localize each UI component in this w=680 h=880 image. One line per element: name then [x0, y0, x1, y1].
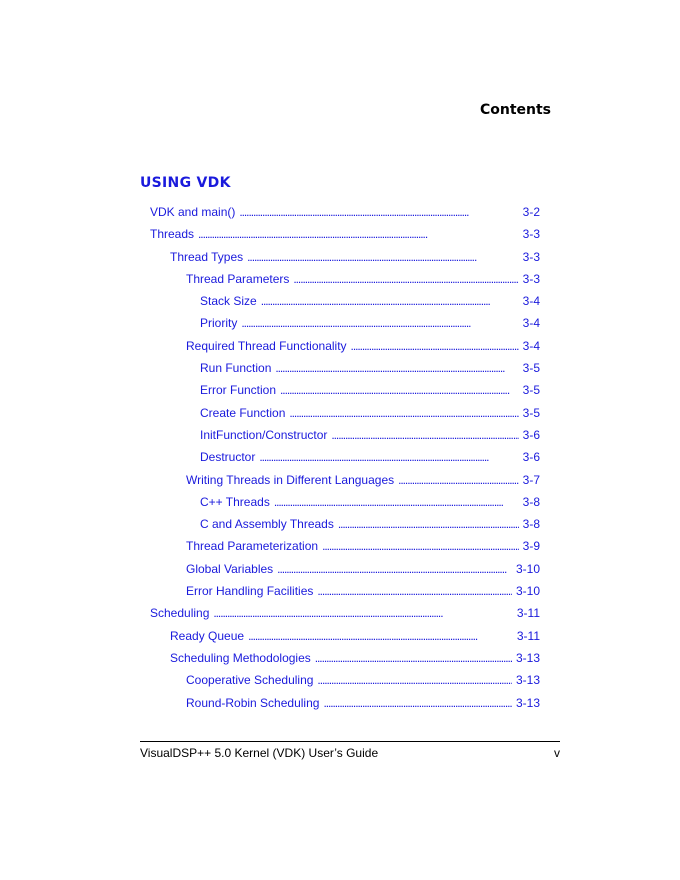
toc-entry-title: Create Function [200, 405, 286, 420]
toc-dot-leader [213, 602, 512, 624]
toc-entry[interactable] [0, 446, 680, 468]
toc-entry[interactable] [0, 335, 680, 357]
toc-entry-title: InitFunction/Constructor [200, 427, 328, 442]
toc-entry[interactable] [0, 513, 680, 535]
toc-dot-leader [247, 246, 519, 268]
toc-entry[interactable] [0, 268, 680, 290]
toc-dot-leader [323, 692, 512, 714]
toc-entry-title: Threads [150, 227, 195, 242]
toc-entry-page: 3-13 [515, 673, 540, 688]
toc-entry-title: Error Handling Facilities [186, 584, 314, 599]
toc-entry[interactable] [0, 625, 680, 647]
toc-entry[interactable] [0, 469, 680, 491]
toc-entry[interactable] [0, 535, 680, 557]
toc-entry[interactable] [0, 379, 680, 401]
toc-entry-page: 3-11 [516, 606, 540, 621]
toc-entry-page: 3-10 [515, 584, 540, 599]
toc-entry[interactable] [0, 357, 680, 379]
toc-entry[interactable] [0, 312, 680, 334]
toc-entry-title: Destructor [200, 450, 256, 465]
toc-entry-title: VDK and main() [150, 205, 236, 219]
toc-dot-leader [338, 513, 519, 535]
toc-dot-leader [322, 535, 519, 557]
toc-entry-page: 3-7 [522, 472, 540, 487]
toc-dot-leader [261, 290, 519, 312]
toc-entry-title: Writing Threads in Different Languages [186, 472, 395, 487]
toc-entry-title: Global Variables [186, 561, 274, 576]
footer-page-number: v [554, 746, 560, 760]
toc-entry-page: 3-5 [522, 405, 540, 420]
toc-entry[interactable] [0, 424, 680, 446]
toc-entry[interactable] [0, 201, 680, 223]
toc-entry-page: 3-2 [522, 205, 540, 219]
toc-entry[interactable] [0, 692, 680, 714]
toc-entry-page: 3-4 [522, 294, 540, 309]
toc-entry-page: 3-8 [522, 494, 540, 509]
toc-entry-title: C++ Threads [200, 494, 270, 509]
toc-dot-leader [315, 647, 512, 669]
toc-dot-leader [274, 491, 519, 513]
toc-entry-title: Error Function [200, 383, 277, 398]
toc-entry[interactable] [0, 246, 680, 268]
toc-dot-leader [331, 424, 518, 446]
section-heading: USING VDK [140, 175, 231, 191]
toc-entry-title: Thread Parameterization [186, 539, 319, 554]
toc-entry[interactable] [0, 580, 680, 602]
toc-entry-title: Required Thread Functionality [186, 338, 347, 353]
toc-entry-page: 3-10 [515, 561, 540, 576]
toc-entry-page: 3-13 [515, 650, 540, 665]
toc-entry-page: 3-8 [522, 517, 540, 532]
toc-entry-page: 3-11 [516, 628, 540, 643]
table-of-contents [0, 201, 680, 714]
footer-title: VisualDSP++ 5.0 Kernel (VDK) User’s Guide [140, 746, 379, 760]
toc-entry-title: Ready Queue [170, 628, 245, 643]
toc-dot-leader [289, 402, 518, 424]
toc-entry-page: 3-3 [522, 271, 540, 286]
toc-entry-page: 3-9 [522, 539, 540, 554]
toc-entry-title: Priority [200, 316, 238, 331]
toc-entry-page: 3-6 [522, 450, 540, 465]
toc-dot-leader [248, 625, 513, 647]
toc-dot-leader [277, 558, 512, 580]
toc-entry[interactable] [0, 669, 680, 691]
toc-entry[interactable] [0, 558, 680, 580]
toc-dot-leader [241, 312, 518, 334]
toc-dot-leader [398, 469, 519, 491]
toc-dot-leader [239, 201, 518, 223]
toc-entry-title: Thread Parameters [186, 271, 290, 286]
toc-entry-page: 3-13 [515, 695, 540, 710]
toc-dot-leader [317, 580, 512, 602]
toc-dot-leader [275, 357, 518, 379]
toc-entry[interactable] [0, 402, 680, 424]
toc-entry-title: Stack Size [200, 294, 257, 309]
toc-entry[interactable] [0, 647, 680, 669]
toc-entry[interactable] [0, 223, 680, 245]
toc-dot-leader [198, 223, 519, 245]
toc-entry[interactable] [0, 602, 680, 624]
toc-entry-page: 3-5 [522, 383, 540, 398]
toc-entry-title: Scheduling Methodologies [170, 650, 311, 665]
toc-entry-page: 3-3 [522, 249, 540, 264]
toc-dot-leader [317, 669, 512, 691]
toc-dot-leader [351, 335, 519, 357]
toc-entry-page: 3-5 [522, 361, 540, 376]
toc-entry-page: 3-6 [522, 427, 540, 442]
toc-dot-leader [259, 446, 518, 468]
toc-dot-leader [293, 268, 518, 290]
toc-entry-page: 3-4 [522, 338, 540, 353]
toc-entry-page: 3-4 [522, 316, 540, 331]
toc-entry[interactable] [0, 491, 680, 513]
toc-entry-title: Scheduling [150, 606, 210, 621]
toc-entry-title: Run Function [200, 361, 272, 376]
toc-entry-title: Cooperative Scheduling [186, 673, 314, 688]
toc-entry[interactable] [0, 290, 680, 312]
footer-divider [140, 741, 560, 742]
toc-dot-leader [280, 379, 519, 401]
toc-entry-title: Thread Types [170, 249, 244, 264]
toc-entry-title: C and Assembly Threads [200, 517, 334, 532]
toc-entry-page: 3-3 [522, 227, 540, 242]
toc-entry-title: Round-Robin Scheduling [186, 695, 320, 710]
page-header-title: Contents [479, 102, 551, 118]
